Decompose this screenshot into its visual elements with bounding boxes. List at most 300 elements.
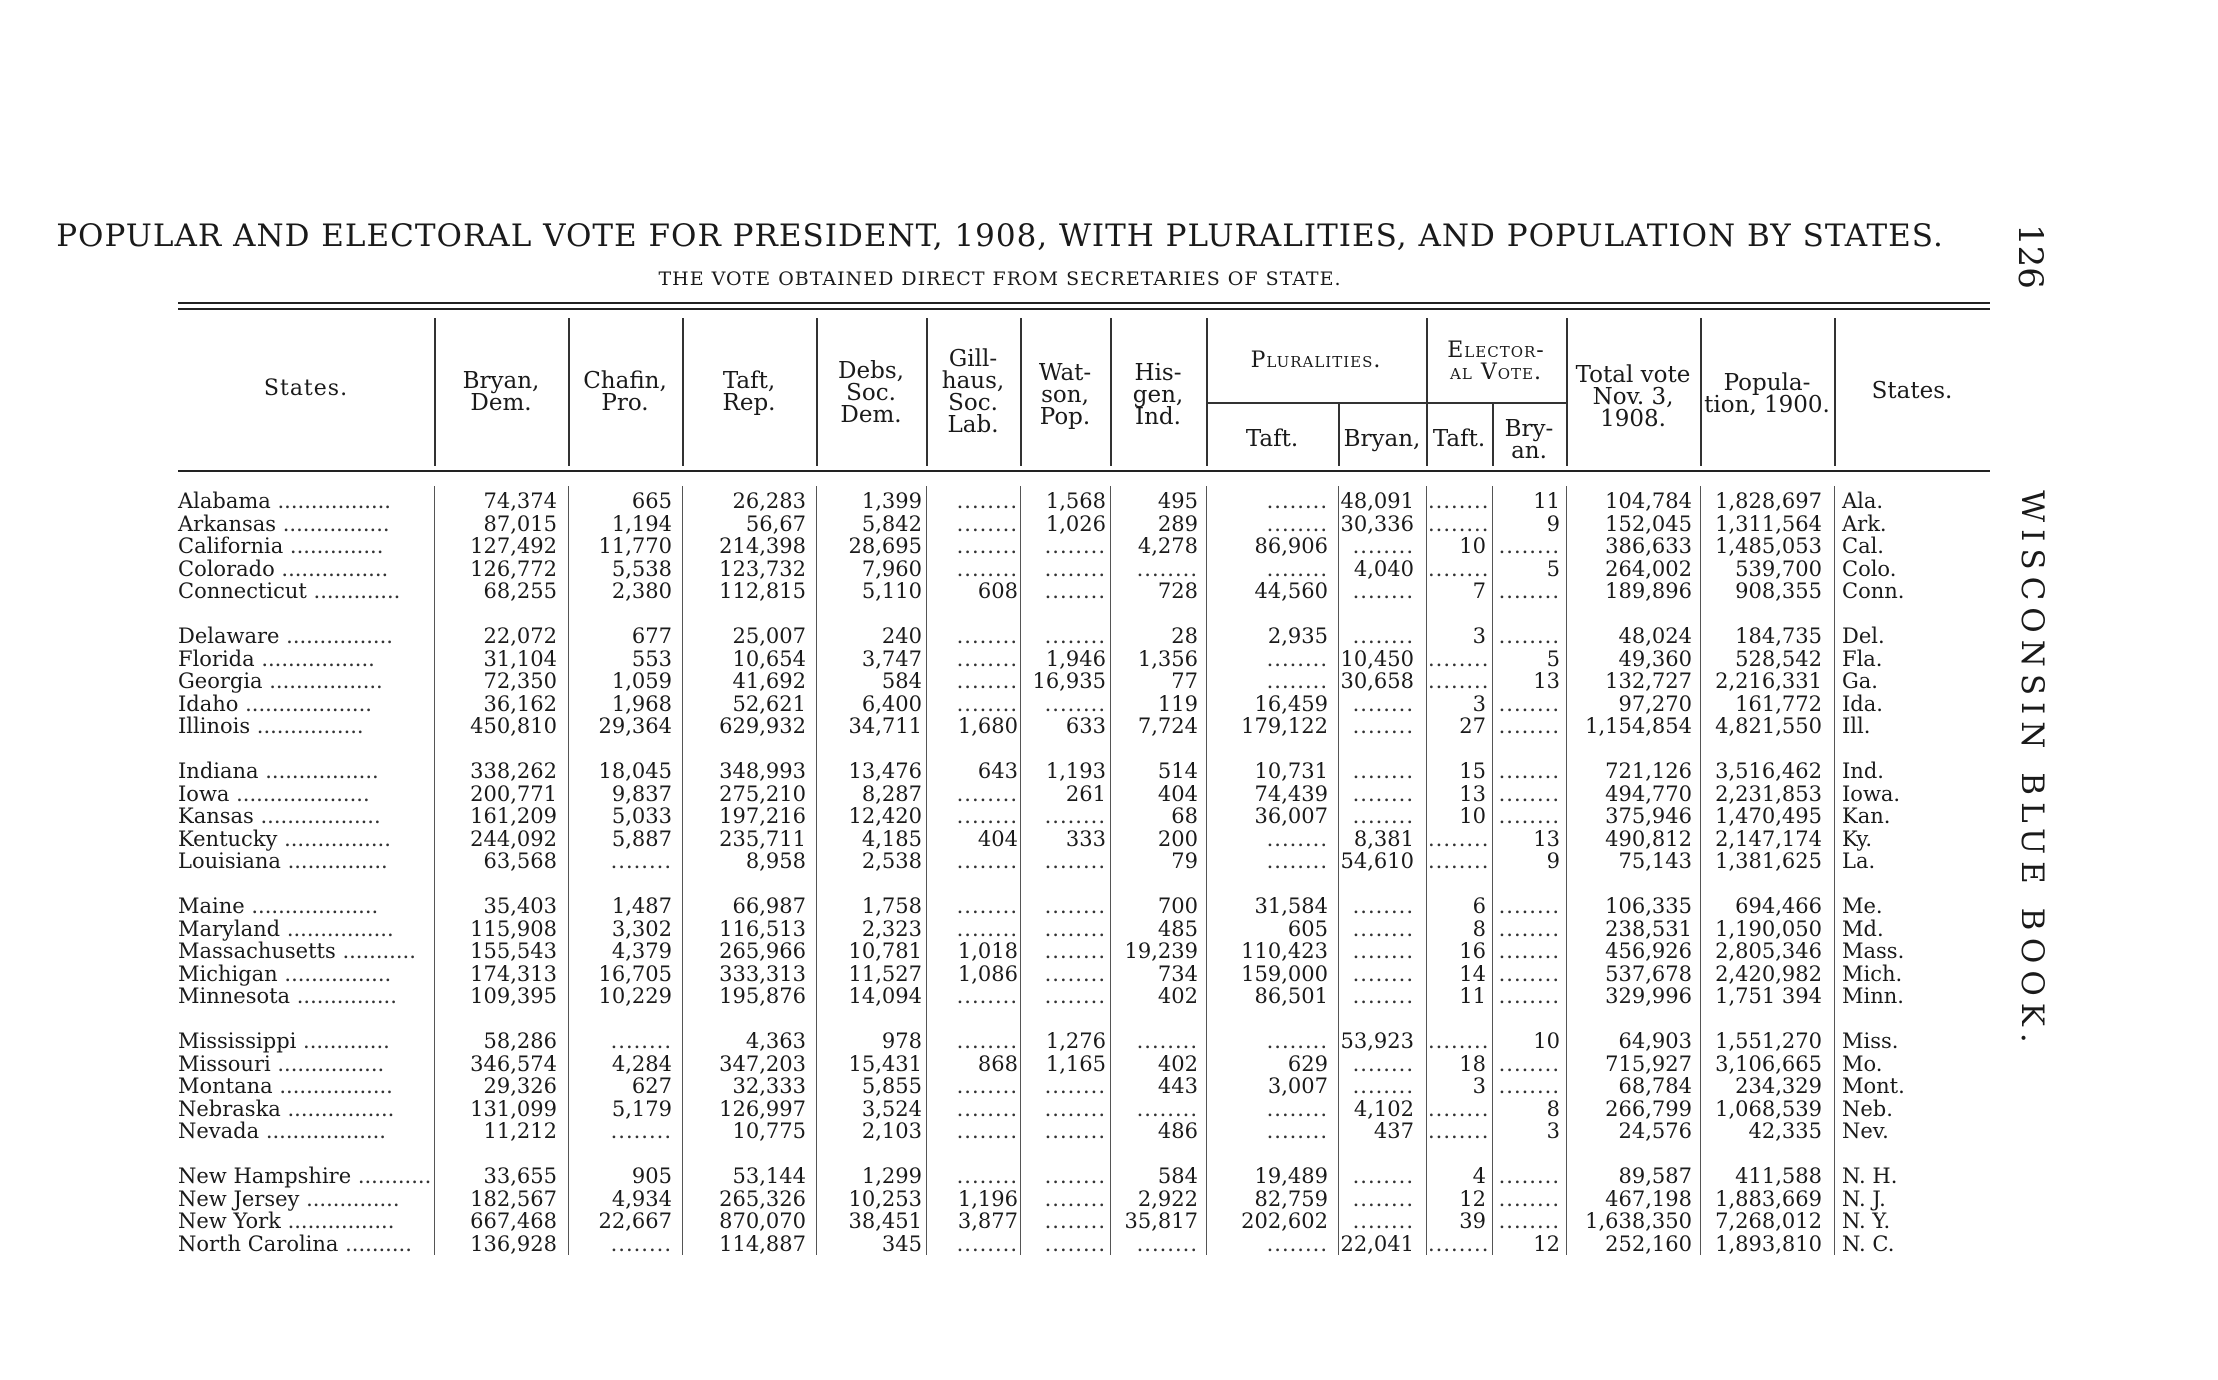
cell-chafin: 16,705 <box>598 961 672 986</box>
cell-hisgen: 728 <box>1157 579 1198 604</box>
cell-bryan: 346,574 <box>470 1051 557 1076</box>
state-label: Minnesota <box>178 984 291 1009</box>
cell-plur-taft: ........ <box>1266 1029 1328 1053</box>
cell-plur-bryan: ........ <box>1352 1186 1414 1211</box>
cell-plur-bryan: 22,041 <box>1340 1231 1414 1256</box>
leader-dots: ................. <box>258 759 379 783</box>
cell-chafin: 5,887 <box>611 826 672 851</box>
cell-elec-bryan: ........ <box>1498 1051 1560 1076</box>
cell-elec-taft: 6 <box>1472 894 1486 918</box>
cell-taft: 347,203 <box>719 1051 806 1076</box>
leader-dots: ............... <box>280 849 388 874</box>
cell-elec-taft: 14 <box>1459 961 1486 986</box>
cell-chafin: 29,364 <box>598 714 672 739</box>
state-name <box>178 1120 431 1143</box>
cell-population: 161,772 <box>1735 691 1822 716</box>
cell-total: 456,926 <box>1605 939 1692 964</box>
cell-debs: 28,695 <box>848 534 922 559</box>
state-name <box>178 1098 431 1121</box>
cell-total: 238,531 <box>1605 916 1692 941</box>
state-label: Nebraska <box>178 1096 281 1121</box>
cell-total: 264,002 <box>1605 556 1692 581</box>
cell-population: 1,485,053 <box>1715 534 1822 559</box>
cell-plur-taft: 82,759 <box>1254 1186 1328 1211</box>
cell-watson: ........ <box>1044 1186 1106 1211</box>
table-row <box>0 828 2218 851</box>
cell-chafin: 1,968 <box>611 691 672 716</box>
table-row <box>0 648 2218 671</box>
table-row <box>0 1075 2218 1098</box>
cell-gillhaus: ........ <box>956 1096 1018 1121</box>
cell-plur-taft: 44,560 <box>1254 579 1328 604</box>
cell-population: 411,588 <box>1735 1164 1822 1188</box>
table-row <box>0 693 2218 716</box>
state-abbr: Ark. <box>1842 511 1887 536</box>
state-label: Florida <box>178 646 255 671</box>
state-label: Georgia <box>178 669 263 694</box>
state-abbr: Mass. <box>1842 939 1905 964</box>
cell-watson: ........ <box>1044 1164 1106 1188</box>
state-label: Connecticut <box>178 579 307 604</box>
cell-hisgen: 495 <box>1157 489 1198 513</box>
cell-plur-bryan: ........ <box>1352 579 1414 604</box>
cell-population: 908,355 <box>1735 579 1822 604</box>
header-chafin: Chafin, Pro. <box>583 368 667 416</box>
cell-plur-bryan: ........ <box>1352 916 1414 941</box>
cell-population: 3,106,665 <box>1715 1051 1822 1076</box>
cell-gillhaus: 608 <box>977 579 1018 604</box>
cell-total: 104,784 <box>1605 489 1692 513</box>
cell-taft: 348,993 <box>719 759 806 783</box>
state-label: Maine <box>178 894 245 918</box>
cell-elec-taft: ........ <box>1428 1119 1490 1144</box>
cell-population: 1,190,050 <box>1715 916 1822 941</box>
cell-watson: 1,165 <box>1045 1051 1106 1076</box>
cell-population: 2,231,853 <box>1715 781 1822 806</box>
cell-total: 329,996 <box>1605 984 1692 1009</box>
leader-dots: ................ <box>280 916 394 941</box>
cell-population: 1,381,625 <box>1715 849 1822 874</box>
state-name <box>178 1030 431 1053</box>
cell-plur-bryan: ........ <box>1352 624 1414 648</box>
cell-bryan: 36,162 <box>483 691 557 716</box>
cell-population: 1,751 394 <box>1715 984 1822 1009</box>
running-title: WISCONSIN BLUE BOOK. <box>2014 490 2050 1050</box>
cell-plur-taft: 202,602 <box>1241 1209 1328 1234</box>
cell-gillhaus: ........ <box>956 624 1018 648</box>
cell-watson: ........ <box>1044 984 1106 1009</box>
cell-plur-bryan: 4,102 <box>1353 1096 1414 1121</box>
cell-debs: 1,299 <box>861 1164 922 1188</box>
table-row <box>0 940 2218 963</box>
cell-plur-bryan: ........ <box>1352 1074 1414 1099</box>
cell-watson: 1,026 <box>1045 511 1106 536</box>
leader-dots: ........... <box>351 1164 432 1188</box>
cell-chafin: 1,059 <box>611 669 672 694</box>
leader-dots: .............. <box>283 534 384 559</box>
cell-taft: 333,313 <box>719 961 806 986</box>
cell-elec-taft: ........ <box>1428 511 1490 536</box>
cell-debs: 978 <box>881 1029 922 1053</box>
cell-chafin: 5,179 <box>611 1096 672 1121</box>
leader-dots: .................. <box>253 804 381 829</box>
cell-plur-taft: ........ <box>1266 556 1328 581</box>
cell-hisgen: 19,239 <box>1124 939 1198 964</box>
cell-hisgen: 289 <box>1157 511 1198 536</box>
leader-dots: ................ <box>277 826 391 851</box>
cell-debs: 13,476 <box>848 759 922 783</box>
cell-watson: ........ <box>1044 1231 1106 1256</box>
cell-watson: 633 <box>1065 714 1106 739</box>
leader-dots: ............. <box>296 1029 390 1053</box>
cell-elec-taft: 39 <box>1459 1209 1486 1234</box>
state-name <box>178 1075 431 1098</box>
cell-population: 1,551,270 <box>1715 1029 1822 1053</box>
cell-plur-bryan: 53,923 <box>1340 1029 1414 1053</box>
cell-chafin: 11,770 <box>598 534 672 559</box>
cell-bryan: 87,015 <box>483 511 557 536</box>
cell-hisgen: 402 <box>1157 1051 1198 1076</box>
cell-elec-taft: ........ <box>1428 826 1490 851</box>
cell-population: 1,068,539 <box>1715 1096 1822 1121</box>
table-row <box>0 535 2218 558</box>
cell-gillhaus: ........ <box>956 534 1018 559</box>
cell-debs: 3,747 <box>861 646 922 671</box>
cell-bryan: 31,104 <box>483 646 557 671</box>
cell-elec-bryan: ........ <box>1498 1164 1560 1188</box>
leader-dots: .......... <box>338 1231 412 1256</box>
state-label: North Carolina <box>178 1231 339 1256</box>
cell-elec-taft: ........ <box>1428 556 1490 581</box>
cell-chafin: 677 <box>631 624 672 648</box>
state-name <box>178 963 431 986</box>
top-rule-2 <box>178 308 1990 310</box>
cell-total: 1,154,854 <box>1585 714 1692 739</box>
table-row <box>0 805 2218 828</box>
leader-dots: ................. <box>272 1074 393 1099</box>
cell-elec-bryan: 8 <box>1546 1096 1560 1121</box>
cell-total: 1,638,350 <box>1585 1209 1692 1234</box>
table-row <box>0 760 2218 783</box>
cell-gillhaus: 1,086 <box>957 961 1018 986</box>
cell-watson: ........ <box>1044 1119 1106 1144</box>
cell-bryan: 29,326 <box>483 1074 557 1099</box>
state-label: Montana <box>178 1074 273 1099</box>
cell-plur-taft: 74,439 <box>1254 781 1328 806</box>
cell-taft: 56,67 <box>745 511 806 536</box>
table-row <box>0 625 2218 648</box>
cell-total: 49,360 <box>1618 646 1692 671</box>
cell-gillhaus: 404 <box>977 826 1018 851</box>
cell-chafin: 5,538 <box>611 556 672 581</box>
cell-gillhaus: 3,877 <box>957 1209 1018 1234</box>
cell-elec-bryan: ........ <box>1498 984 1560 1009</box>
cell-plur-bryan: 48,091 <box>1340 489 1414 513</box>
header-total: Total vote Nov. 3, 1908. <box>1575 362 1691 432</box>
table-row <box>0 1188 2218 1211</box>
cell-bryan: 667,468 <box>470 1209 557 1234</box>
cell-bryan: 109,395 <box>470 984 557 1009</box>
cell-debs: 5,855 <box>861 1074 922 1099</box>
state-abbr: Kan. <box>1842 804 1891 829</box>
header-pluralities: Pluralities. <box>1250 348 1382 373</box>
state-abbr: Md. <box>1842 916 1884 941</box>
cell-elec-taft: 13 <box>1459 781 1486 806</box>
cell-total: 537,678 <box>1605 961 1692 986</box>
state-abbr: Ala. <box>1842 489 1884 513</box>
cell-gillhaus: ........ <box>956 781 1018 806</box>
cell-hisgen: ........ <box>1136 1096 1198 1121</box>
cell-population: 2,216,331 <box>1715 669 1822 694</box>
state-name <box>178 1210 431 1233</box>
table-row <box>0 670 2218 693</box>
pluralities-rule <box>1206 402 1426 404</box>
state-abbr: Fla. <box>1842 646 1883 671</box>
cell-population: 1,893,810 <box>1715 1231 1822 1256</box>
table-row <box>0 1120 2218 1143</box>
cell-hisgen: 584 <box>1157 1164 1198 1188</box>
state-name <box>178 783 431 806</box>
cell-elec-bryan: 13 <box>1533 826 1560 851</box>
cell-chafin: 9,837 <box>611 781 672 806</box>
cell-watson: ........ <box>1044 624 1106 648</box>
state-name <box>178 558 431 581</box>
cell-elec-taft: 3 <box>1472 691 1486 716</box>
cell-plur-bryan: ........ <box>1352 804 1414 829</box>
header-hisgen: His- gen, Ind. <box>1132 360 1184 430</box>
cell-plur-taft: 2,935 <box>1267 624 1328 648</box>
cell-hisgen: ........ <box>1136 556 1198 581</box>
cell-hisgen: 200 <box>1157 826 1198 851</box>
state-name <box>178 715 431 738</box>
header-plur-taft: Taft. <box>1245 426 1299 452</box>
state-abbr: Del. <box>1842 624 1885 648</box>
cell-plur-bryan: 437 <box>1373 1119 1414 1144</box>
cell-debs: 5,842 <box>861 511 922 536</box>
cell-taft: 123,732 <box>719 556 806 581</box>
cell-watson: ........ <box>1044 1096 1106 1121</box>
cell-watson: ........ <box>1044 1074 1106 1099</box>
cell-total: 715,927 <box>1605 1051 1692 1076</box>
cell-taft: 53,144 <box>732 1164 806 1188</box>
cell-debs: 584 <box>881 669 922 694</box>
cell-gillhaus: 868 <box>977 1051 1018 1076</box>
cell-plur-taft: ........ <box>1266 1119 1328 1144</box>
state-abbr: Cal. <box>1842 534 1884 559</box>
cell-chafin: 2,380 <box>611 579 672 604</box>
table-row <box>0 783 2218 806</box>
cell-taft: 25,007 <box>732 624 806 648</box>
cell-bryan: 115,908 <box>470 916 557 941</box>
cell-plur-bryan: 10,450 <box>1340 646 1414 671</box>
cell-chafin: 4,284 <box>611 1051 672 1076</box>
cell-hisgen: 485 <box>1157 916 1198 941</box>
cell-watson: ........ <box>1044 894 1106 918</box>
cell-population: 2,420,982 <box>1715 961 1822 986</box>
state-abbr: Mont. <box>1842 1074 1905 1099</box>
leader-dots: ................ <box>277 961 392 986</box>
cell-elec-taft: 3 <box>1472 624 1486 648</box>
cell-debs: 6,400 <box>861 691 922 716</box>
table-row <box>0 1210 2218 1233</box>
header-bryan: Bryan, Dem. <box>462 368 540 416</box>
cell-population: 528,542 <box>1735 646 1822 671</box>
cell-population: 3,516,462 <box>1715 759 1822 783</box>
cell-gillhaus: ........ <box>956 1119 1018 1144</box>
cell-gillhaus: 1,018 <box>957 939 1018 964</box>
cell-elec-taft: 8 <box>1472 916 1486 941</box>
top-rule <box>178 302 1990 304</box>
cell-total: 89,587 <box>1618 1164 1692 1188</box>
cell-elec-taft: 16 <box>1459 939 1486 964</box>
leader-dots: ................ <box>274 556 389 581</box>
cell-gillhaus: ........ <box>956 1164 1018 1188</box>
table-row <box>0 1053 2218 1076</box>
cell-watson: ........ <box>1044 1209 1106 1234</box>
table-row <box>0 1233 2218 1256</box>
cell-elec-taft: 12 <box>1459 1186 1486 1211</box>
cell-plur-taft: 16,459 <box>1254 691 1328 716</box>
cell-gillhaus: ........ <box>956 669 1018 694</box>
leader-dots: ................ <box>270 1051 385 1076</box>
cell-bryan: 244,092 <box>470 826 557 851</box>
state-label: Massachusetts <box>178 939 336 964</box>
cell-elec-bryan: ........ <box>1498 1186 1560 1211</box>
leader-dots: ................ <box>276 511 390 536</box>
cell-elec-bryan: ........ <box>1498 1074 1560 1099</box>
cell-bryan: 126,772 <box>470 556 557 581</box>
cell-total: 106,335 <box>1605 894 1692 918</box>
state-label: Iowa <box>178 781 230 806</box>
cell-watson: 1,568 <box>1045 489 1106 513</box>
cell-hisgen: 119 <box>1157 691 1198 716</box>
state-name <box>178 850 431 873</box>
state-name <box>178 1165 431 1188</box>
cell-total: 64,903 <box>1618 1029 1692 1053</box>
table-row <box>0 918 2218 941</box>
table-row <box>0 715 2218 738</box>
state-label: Kentucky <box>178 826 278 851</box>
cell-elec-taft: 4 <box>1472 1164 1486 1188</box>
cell-debs: 3,524 <box>861 1096 922 1121</box>
cell-gillhaus: 643 <box>977 759 1018 783</box>
cell-debs: 2,538 <box>861 849 922 874</box>
cell-gillhaus: ........ <box>956 894 1018 918</box>
cell-population: 184,735 <box>1735 624 1822 648</box>
cell-debs: 240 <box>881 624 922 648</box>
state-name <box>178 940 431 963</box>
cell-plur-taft: 3,007 <box>1267 1074 1328 1099</box>
cell-taft: 8,958 <box>745 849 806 874</box>
cell-total: 132,727 <box>1605 669 1692 694</box>
table-row <box>0 850 2218 873</box>
cell-debs: 2,323 <box>861 916 922 941</box>
cell-hisgen: 35,817 <box>1124 1209 1198 1234</box>
cell-taft: 32,333 <box>732 1074 806 1099</box>
state-name <box>178 625 431 648</box>
state-abbr: Minn. <box>1842 984 1904 1009</box>
cell-population: 1,311,564 <box>1715 511 1822 536</box>
state-abbr: Ga. <box>1842 669 1878 694</box>
cell-hisgen: 7,724 <box>1137 714 1198 739</box>
cell-elec-bryan: ........ <box>1498 714 1560 739</box>
cell-debs: 15,431 <box>848 1051 922 1076</box>
state-label: Indiana <box>178 759 259 783</box>
state-abbr: Mo. <box>1842 1051 1883 1076</box>
cell-chafin: 4,934 <box>611 1186 672 1211</box>
cell-watson: ........ <box>1044 556 1106 581</box>
state-name <box>178 535 431 558</box>
cell-debs: 8,287 <box>861 781 922 806</box>
cell-watson: ........ <box>1044 849 1106 874</box>
state-name <box>178 1233 431 1256</box>
state-abbr: Mich. <box>1842 961 1903 986</box>
cell-total: 375,946 <box>1605 804 1692 829</box>
cell-total: 467,198 <box>1605 1186 1692 1211</box>
cell-taft: 112,815 <box>719 579 806 604</box>
cell-elec-bryan: 13 <box>1533 669 1560 694</box>
cell-bryan: 182,567 <box>470 1186 557 1211</box>
cell-plur-taft: ........ <box>1266 1231 1328 1256</box>
cell-watson: 261 <box>1065 781 1106 806</box>
state-abbr: Ky. <box>1842 826 1873 851</box>
cell-hisgen: 402 <box>1157 984 1198 1009</box>
cell-chafin: 5,033 <box>611 804 672 829</box>
leader-dots: ............. <box>306 579 401 604</box>
cell-plur-bryan: ........ <box>1352 939 1414 964</box>
header-elec-bryan: Bry- an. <box>1504 416 1554 464</box>
state-abbr: Colo. <box>1842 556 1897 581</box>
cell-plur-taft: 10,731 <box>1254 759 1328 783</box>
cell-elec-bryan: ........ <box>1498 894 1560 918</box>
cell-taft: 629,932 <box>719 714 806 739</box>
cell-elec-bryan: 5 <box>1546 646 1560 671</box>
leader-dots: ................ <box>250 714 364 739</box>
cell-bryan: 155,543 <box>470 939 557 964</box>
header-taft: Taft, Rep. <box>722 368 776 416</box>
cell-plur-taft: 86,906 <box>1254 534 1328 559</box>
state-label: New York <box>178 1209 281 1234</box>
cell-elec-bryan: 5 <box>1546 556 1560 581</box>
cell-elec-taft: ........ <box>1428 1096 1490 1121</box>
cell-plur-taft: ........ <box>1266 849 1328 874</box>
leader-dots: ................. <box>262 669 383 694</box>
cell-bryan: 131,099 <box>470 1096 557 1121</box>
cell-chafin: 1,194 <box>611 511 672 536</box>
cell-taft: 235,711 <box>719 826 806 851</box>
cell-plur-bryan: ........ <box>1352 534 1414 559</box>
state-label: Michigan <box>178 961 278 986</box>
state-name <box>178 648 431 671</box>
header-bottom-rule <box>178 470 1990 472</box>
state-name <box>178 805 431 828</box>
cell-bryan: 74,374 <box>483 489 557 513</box>
state-label: Illinois <box>178 714 251 739</box>
cell-chafin: ........ <box>610 1119 672 1144</box>
cell-elec-taft: 15 <box>1459 759 1486 783</box>
cell-plur-bryan: ........ <box>1352 894 1414 918</box>
state-abbr: Nev. <box>1842 1119 1889 1144</box>
state-abbr: Ida. <box>1842 691 1883 716</box>
cell-population: 2,147,174 <box>1715 826 1822 851</box>
cell-taft: 214,398 <box>719 534 806 559</box>
cell-plur-taft: 86,501 <box>1254 984 1328 1009</box>
cell-gillhaus: ........ <box>956 489 1018 513</box>
cell-hisgen: 514 <box>1157 759 1198 783</box>
cell-total: 152,045 <box>1605 511 1692 536</box>
cell-plur-taft: 19,489 <box>1254 1164 1328 1188</box>
table-row <box>0 963 2218 986</box>
